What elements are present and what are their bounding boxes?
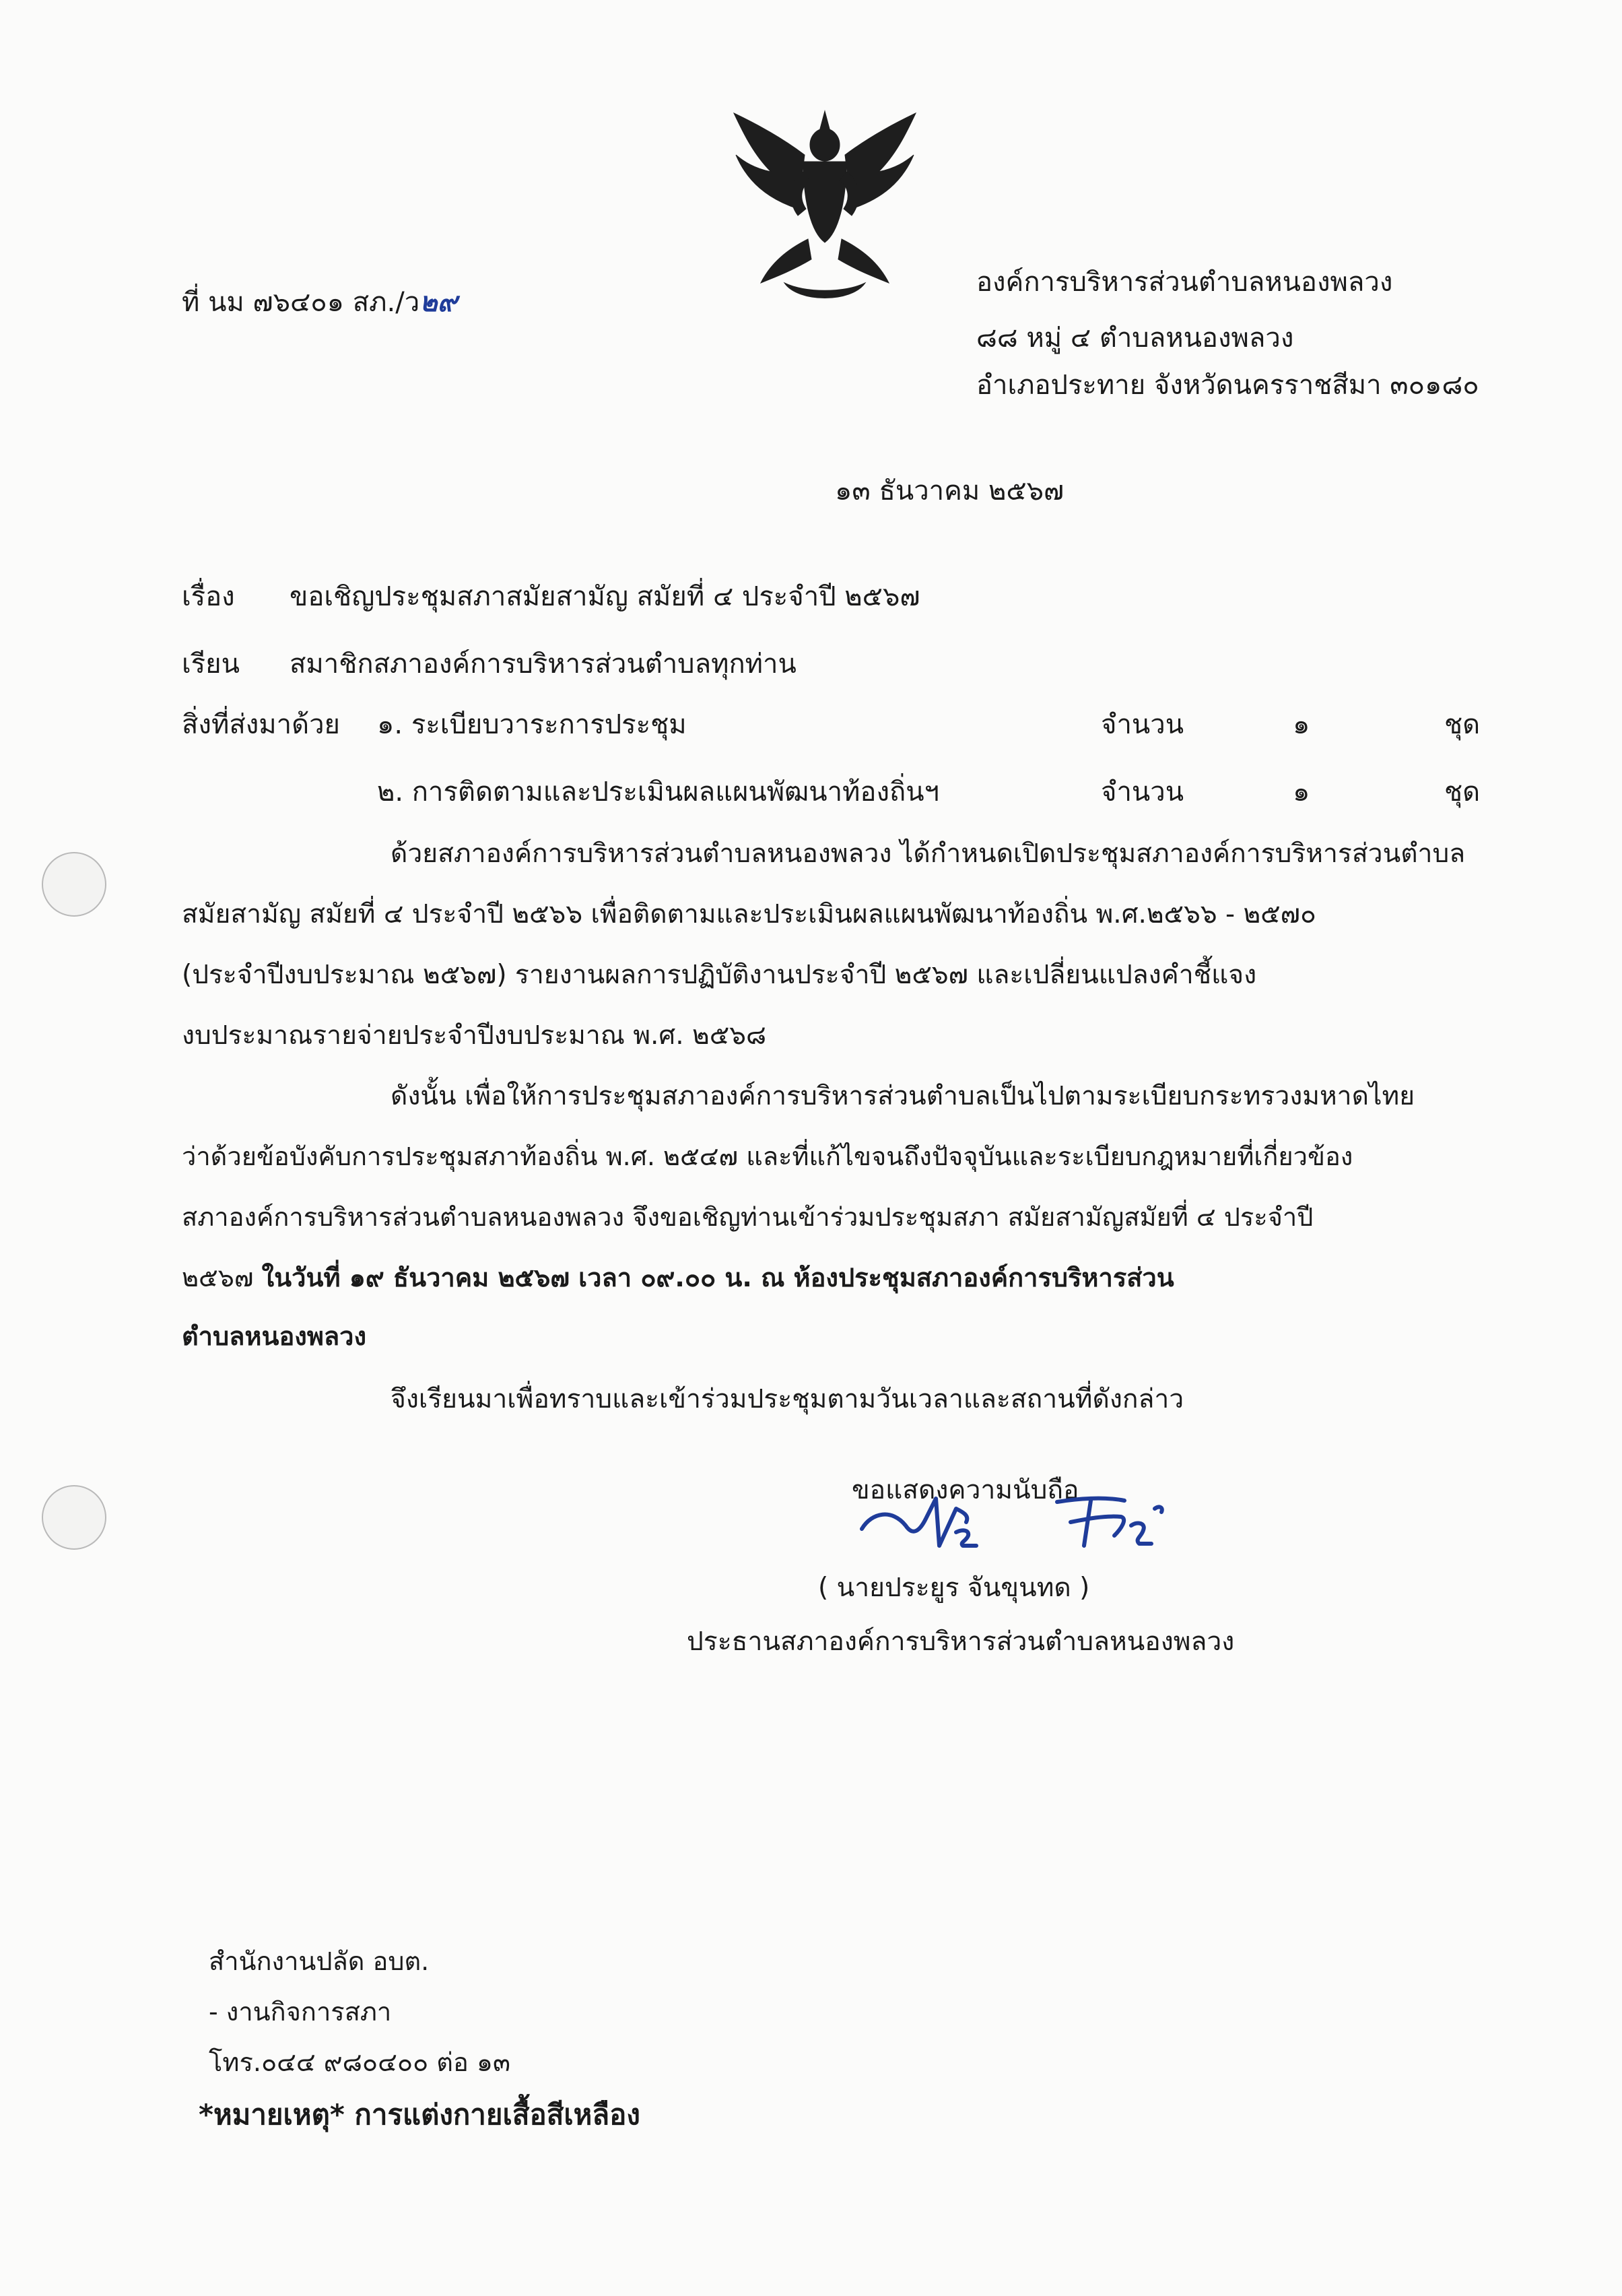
recipient-text: สมาชิกสภาองค์การบริหารส่วนตำบลทุกท่าน	[290, 649, 797, 680]
footer-dress-note: *หมายเหตุ* การแต่งกายเสื้อสีเหลือง	[199, 2098, 640, 2131]
document-reference	[182, 286, 457, 319]
paragraph2-line-meeting-details	[182, 1263, 1174, 1294]
enclosure-qty: ๑	[1293, 709, 1310, 740]
footer-phone: โทร.๐๔๔ ๙๘๐๔๐๐ ต่อ ๑๓	[209, 2047, 510, 2077]
punch-hole-upper	[42, 852, 106, 917]
punch-hole-lower	[42, 1485, 106, 1550]
paragraph1-line: งบประมาณรายจ่ายประจำปีงบประมาณ พ.ศ. ๒๕๖๘	[182, 1020, 767, 1051]
enclosure-qty-label: จำนวน	[1101, 709, 1184, 740]
meeting-venue-continued: ตำบลหนองพลวง	[182, 1321, 367, 1351]
document-date: ๑๓ ธันวาคม ๒๕๖๗	[835, 475, 1065, 506]
signer-position: ประธานสภาองค์การบริหารส่วนตำบลหนองพลวง	[687, 1627, 1235, 1657]
paragraph2-line: ดังนั้น เพื่อให้การประชุมสภาองค์การบริหารส่วนตำบลเป็นไปตามระเบียบกระทรวงมหาดไทย	[391, 1081, 1415, 1111]
meeting-year: ๒๕๖๗	[182, 1263, 262, 1292]
salutation: ขอแสดงความนับถือ	[852, 1475, 1079, 1505]
handwritten-signature-icon	[855, 1482, 1205, 1556]
enclosure-unit: ชุด	[1444, 709, 1481, 740]
enclosure-qty: ๑	[1293, 777, 1310, 808]
signer-name: ( นายประยูร จันขุนทด )	[818, 1573, 1090, 1603]
subject-text: ขอเชิญประชุมสภาสมัยสามัญ สมัยที่ ๔ ประจำปี ๒๕๖๗	[290, 581, 920, 612]
subject-label: เรื่อง	[182, 581, 235, 612]
paragraph2-line: ว่าด้วยข้อบังคับการประชุมสภาท้องถิ่น พ.ศ. ๒๕๔๗ และที่แก้ไขจนถึงปัจจุบันและระเบียบกฎหมายที่เกี่ยวข้อง	[182, 1142, 1353, 1171]
org-address-line2: อำเภอประทาย จังหวัดนครราชสีมา ๓๐๑๘๐	[976, 370, 1479, 401]
footer-section: - งานกิจการสภา	[209, 1997, 392, 2027]
closing-line: จึงเรียนมาเพื่อทราบและเข้าร่วมประชุมตามวันเวลาและสถานที่ดังกล่าว	[391, 1384, 1184, 1414]
enclosures-label: สิ่งที่ส่งมาด้วย	[182, 709, 340, 740]
paragraph1-line: ด้วยสภาองค์การบริหารส่วนตำบลหนองพลวง ได้กำหนดเปิดประชุมสภาองค์การบริหารส่วนตำบล	[391, 839, 1466, 869]
paragraph1-line: (ประจำปีงบประมาณ ๒๕๖๗) รายงานผลการปฏิบัติงานประจำปี ๒๕๖๗ และเปลี่ยนแปลงคำชี้แจง	[182, 960, 1257, 990]
enclosure-text: ๒. การติดตามและประเมินผลแผนพัฒนาท้องถิ่นฯ	[377, 777, 939, 808]
enclosure-text: ๑. ระเบียบวาระการประชุม	[377, 709, 687, 740]
enclosure-unit: ชุด	[1444, 777, 1481, 808]
org-address-line1: ๘๘ หมู่ ๔ ตำบลหนองพลวง	[976, 323, 1294, 354]
reference-handwritten-number: ๒๙	[419, 287, 457, 318]
garuda-emblem-icon	[724, 108, 926, 306]
recipient-label: เรียน	[182, 649, 240, 680]
org-name: องค์การบริหารส่วนตำบลหนองพลวง	[976, 267, 1393, 298]
enclosure-qty-label: จำนวน	[1101, 777, 1184, 808]
reference-prefix: ที่ นม ๗๖๔๐๑ สภ./ว	[182, 287, 420, 318]
paragraph1-line: สมัยสามัญ สมัยที่ ๔ ประจำปี ๒๕๖๖ เพื่อติดตามและประเมินผลแผนพัฒนาท้องถิ่น พ.ศ.๒๕๖๖ - ๒๕๗๐	[182, 899, 1316, 929]
paragraph2-line: สภาองค์การบริหารส่วนตำบลหนองพลวง จึงขอเชิญท่านเข้าร่วมประชุมสภา สมัยสามัญสมัยที่ ๔ ประจำปี	[182, 1202, 1314, 1232]
meeting-datetime-place: ในวันที่ ๑๙ ธันวาคม ๒๕๖๗ เวลา ๐๙.๐๐ น. ณ ห้องประชุมสภาองค์การบริหารส่วน	[261, 1263, 1174, 1292]
footer-office: สำนักงานปลัด อบต.	[209, 1946, 430, 1976]
